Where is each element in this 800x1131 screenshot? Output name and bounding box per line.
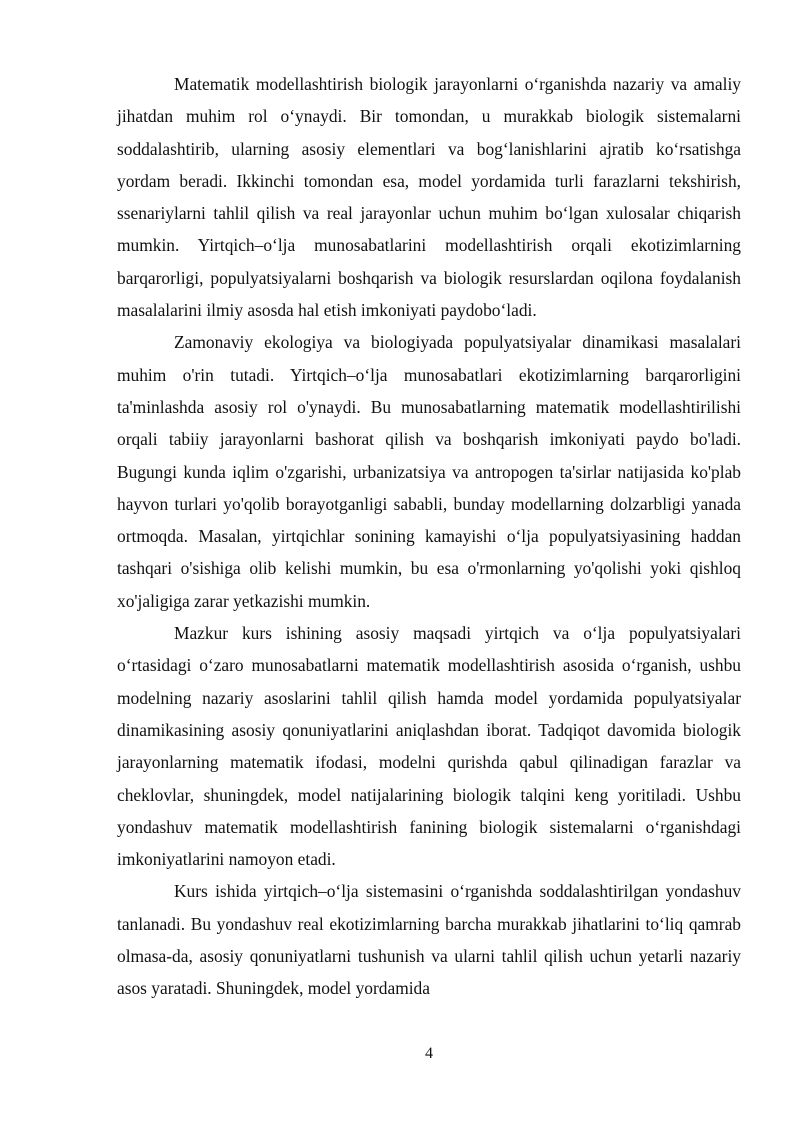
page-body xyxy=(117,68,741,1005)
paragraph-2: Zamonaviy ekologiya va biologiyada populyatsiyalar dinamikasi masalalari muhim o'rin tutadi. Yirtqich–o‘lja munosabatlari ekotizimlarning barqarorligini ta'minlashda asosiy rol o'ynaydi. Bu munosabatlarning matematik modellashtirilishi orqali tabiiy jarayonlarni bashorat qilish va boshqarish imkoniyati paydo bo'ladi. Bugungi kunda iqlim o'zgarishi, urbanizatsiya va antropogen ta'sirlar natijasida ko'plab hayvon turlari yo'qolib borayotganligi sababli, bunday modellarning dolzarbligi yanada ortmoqda. Masalan, yirtqichlar sonining kamayishi o‘lja populyatsiyasining haddan tashqari o'sishiga olib kelishi mumkin, bu esa o'rmonlarning yo'qolishi yoki qishloq xo'jaligiga zarar yetkazishi mumkin. xyxy=(117,332,741,611)
paragraph-1: Matematik modellashtirish biologik jarayonlarni o‘rganishda nazariy va amaliy jihatdan muhim rol o‘ynaydi. Bir tomondan, u murakkab biologik sistemalarni soddalashtirib, ularning asosiy elementlari va bog‘lanishlarini ajratib ko‘rsatishga yordam beradi. Ikkinchi tomondan esa, model yordamida turli farazlarni tekshirish, ssenariylarni tahlil qilish va real jarayonlar uchun muhim bo‘lgan xulosalar chiqarish mumkin. Yirtqich–o‘lja munosabatlarini modellashtirish orqali ekotizimlarning barqarorligi, populyatsiyalarni boshqarish va biologik resurslardan oqilona foydalanish masalalarini ilmiy asosda hal etish imkoniyati paydobo‘ladi. xyxy=(117,74,741,321)
page-number: 4 xyxy=(425,1045,433,1062)
paragraph-3: Mazkur kurs ishining asosiy maqsadi yirtqich va o‘lja populyatsiyalari o‘rtasidagi o‘zaro munosabatlarni matematik modellashtirish asosida o‘rganish, ushbu modelning nazariy asoslarini tahlil qilish hamda model yordamida populyatsiyalar dinamikasining asosiy qonuniyatlarini aniqlashdan iborat. Tadqiqot davomida biologik jarayonlarning matematik ifodasi, modelni qurishda qabul qilinadigan farazlar va cheklovlar, shuningdek, model natijalarining biologik talqini keng yoritiladi. Ushbu yondashuv matematik modellashtirish fanining biologik sistemalarni o‘rganishdagi imkoniyatlarini namoyon etadi. xyxy=(117,623,741,870)
paragraph-4: Kurs ishida yirtqich–o‘lja sistemasini o‘rganishda soddalashtirilgan yondashuv tanlanadi. Bu yondashuv real ekotizimlarning barcha murakkab jihatlarini to‘liq qamrab olmasa-da, asosiy qonuniyatlarni tushunish va ularni tahlil qilish uchun yetarli nazariy asos yaratadi. Shuningdek, model yordamida xyxy=(117,881,741,999)
